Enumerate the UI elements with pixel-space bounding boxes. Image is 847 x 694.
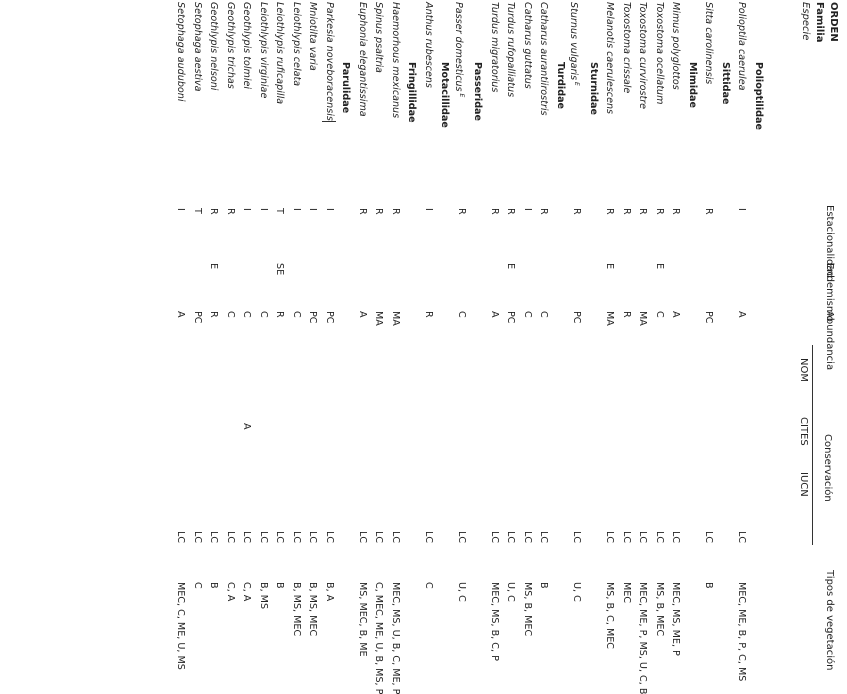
iucn-value: LC: [423, 531, 434, 544]
iucn-value: LC: [307, 531, 319, 544]
iucn-value: LC: [192, 531, 203, 544]
exotic-marker: E: [458, 91, 465, 98]
species-text: Mniotilta varia: [307, 2, 319, 71]
species-name: [487, 2, 501, 92]
species-name: [652, 2, 666, 104]
table-row: [240, 0, 254, 673]
abundancia-value: A: [670, 311, 682, 318]
exotic-marker: E: [573, 80, 581, 86]
estacionalidad-value: T: [274, 208, 286, 214]
iucn-value: LC: [225, 531, 236, 544]
vegetacion-value: C, A: [241, 582, 253, 602]
iucn-value: LC: [274, 531, 286, 544]
endemismo-value: E: [208, 263, 220, 270]
estacionalidad-value: R: [505, 208, 517, 215]
iucn-value: LC: [505, 531, 517, 544]
species-text: Turdus migratorius: [489, 2, 500, 93]
estacionalidad-value: I: [423, 208, 434, 211]
species-name: [207, 2, 221, 90]
family-row: [339, 0, 353, 673]
vegetacion-value: C, A: [225, 582, 236, 602]
vegetacion-value: C, MEC, ME, U, B, MS, P: [373, 582, 385, 694]
estacionalidad-value: R: [571, 208, 583, 215]
species-text: Toxostoma curvirostre: [637, 2, 649, 110]
iucn-value: LC: [736, 531, 748, 544]
species-text: Haemorhous mexicanus: [390, 2, 401, 119]
iucn-value: LC: [654, 531, 665, 544]
vegetacion-value: U, C: [456, 582, 467, 602]
table-row: [421, 0, 435, 673]
conservacion-rule: [812, 345, 813, 545]
iucn-value: LC: [604, 531, 616, 544]
species-name: [240, 2, 254, 89]
family-row: [405, 0, 419, 673]
header-endemismo: Endemismo: [824, 263, 835, 322]
estacionalidad-value: R: [654, 208, 665, 215]
abundancia-value: A: [357, 311, 368, 318]
table-row: [207, 0, 221, 673]
iucn-value: LC: [456, 531, 467, 544]
table-row: [636, 0, 650, 694]
header-conservacion: Conservación: [822, 434, 833, 502]
species-text: Setophaga aestiva: [192, 2, 203, 92]
iucn-value: LC: [258, 531, 269, 544]
species-name: [372, 2, 386, 73]
vegetacion-value: MEC, ME, P, MS, U, C, B: [637, 582, 649, 694]
estacionalidad-value: I: [175, 208, 187, 211]
species-text: Catharus guttatus: [522, 2, 533, 89]
iucn-value: LC: [324, 531, 335, 544]
species-name: [451, 2, 468, 97]
abundancia-value: A: [489, 311, 500, 318]
table-row: [537, 0, 551, 673]
vegetacion-value: B, MS, MEC: [291, 582, 302, 637]
abundancia-value: C: [291, 311, 302, 318]
species-name: [566, 2, 583, 86]
abundancia-value: PC: [571, 311, 583, 324]
species-text: Toxostoma crissale: [621, 2, 632, 94]
header-tipos-vegetacion: Tipos de vegetación: [824, 570, 835, 671]
estacionalidad-value: R: [357, 208, 368, 215]
abundancia-value: MA: [390, 311, 401, 326]
iucn-value: LC: [538, 531, 550, 544]
abundancia-value: R: [208, 311, 220, 318]
iucn-value: LC: [241, 531, 253, 544]
table-row: [355, 0, 369, 673]
estacionalidad-value: R: [703, 208, 715, 215]
family-row: [586, 0, 600, 673]
table-row: [520, 0, 534, 673]
iucn-value: LC: [571, 531, 583, 544]
family-name: Fringillidae: [406, 62, 418, 123]
estacionalidad-value: R: [538, 208, 550, 215]
endemismo-value: SE: [274, 263, 286, 276]
estacionalidad-value: R: [489, 208, 500, 215]
abundancia-value: C: [456, 311, 467, 318]
table-row: [174, 0, 188, 673]
iucn-value: LC: [703, 531, 715, 544]
species-name: [603, 2, 617, 114]
table-row: [306, 0, 320, 673]
vegetacion-value: B, A: [324, 582, 335, 602]
vegetacion-value: MEC, MS, ME, P: [670, 582, 682, 656]
family-name: Sturnidae: [588, 62, 599, 116]
species-name: [504, 2, 518, 97]
table-row: [487, 0, 501, 673]
species-text: Geothlypis tolmiei: [241, 2, 253, 90]
estacionalidad-value: T: [192, 208, 203, 214]
species-text: Anthus rubescens: [423, 2, 434, 88]
abundancia-value: MA: [604, 311, 616, 326]
species-text: Setophaga auduboni: [175, 2, 187, 102]
iucn-value: LC: [208, 531, 220, 544]
header-iucn: IUCN: [798, 472, 809, 497]
family-name: Polioptilidae: [753, 62, 764, 130]
vegetacion-value: MS, MEC, B, ME: [357, 582, 368, 657]
abundancia-value: R: [274, 311, 286, 318]
species-name: [174, 2, 188, 102]
iucn-value: LC: [489, 531, 500, 544]
vegetacion-value: MEC: [621, 582, 632, 604]
species-name: [322, 2, 336, 122]
table-row: [223, 0, 237, 673]
table-row: [372, 0, 386, 694]
species-text: Turdus rufopalliatus: [505, 2, 517, 98]
abundancia-value: PC: [505, 311, 517, 324]
species-text: Spinus psaltria: [373, 2, 385, 73]
species-name: [190, 2, 204, 91]
species-name: [619, 2, 633, 93]
vegetacion-value: C: [192, 582, 203, 589]
estacionalidad-value: I: [522, 208, 533, 211]
species-name: [256, 2, 270, 98]
family-name: Mimidae: [687, 62, 698, 108]
table-row: [256, 0, 270, 673]
iucn-value: LC: [390, 531, 401, 544]
iucn-value: LC: [621, 531, 632, 544]
family-name: Motacillidae: [439, 62, 451, 128]
abundancia-value: A: [175, 311, 187, 318]
table-row: [190, 0, 204, 673]
iucn-value: LC: [291, 531, 302, 544]
vegetacion-value: MS, B, MEC: [522, 582, 533, 637]
species-name: [388, 2, 402, 118]
vegetacion-value: B, MS: [258, 582, 269, 610]
family-row: [553, 0, 567, 673]
abundancia-value: PC: [324, 311, 335, 324]
table-row: [273, 0, 287, 673]
vegetacion-value: MEC, ME, B, P, C, MS: [736, 582, 748, 682]
family-row: [685, 0, 699, 673]
vegetacion-value: B: [208, 582, 220, 589]
species-name: [421, 2, 435, 88]
table-row: [504, 0, 518, 673]
species-text: Sturnus vulgaris: [568, 2, 580, 81]
table-row: [322, 0, 336, 673]
vegetacion-value: MS, B, C, MEC: [604, 582, 616, 649]
vegetacion-value: C: [423, 582, 434, 589]
abundancia-value: R: [423, 311, 434, 318]
abundancia-value: A: [736, 311, 748, 318]
family-row: [471, 0, 485, 673]
abundancia-value: C: [538, 311, 550, 318]
vegetacion-value: MEC, MS, B, C, P: [489, 582, 500, 661]
species-name: [289, 2, 303, 86]
species-name: [735, 2, 749, 91]
vegetacion-value: MEC, C, ME, U, MS: [175, 582, 187, 670]
vegetacion-value: U, C: [571, 582, 583, 602]
vegetacion-value: MS, B, MEC: [654, 582, 665, 637]
header-especie: Especie: [800, 2, 811, 41]
species-text: Catharus aurantiirostris: [538, 2, 550, 116]
table-row: [388, 0, 402, 694]
species-name: [669, 2, 683, 90]
abundancia-value: C: [522, 311, 533, 318]
vegetacion-value: B: [538, 582, 550, 589]
abundancia-value: C: [241, 311, 253, 318]
species-text: Polioptila caerulea: [736, 2, 748, 91]
header-estacionalidad: Estacionalidad: [824, 205, 835, 278]
table-row: [735, 0, 749, 682]
species-name: [537, 2, 551, 116]
iucn-value: LC: [637, 531, 649, 544]
vegetacion-value: U, C: [505, 582, 517, 602]
abundancia-value: R: [621, 311, 632, 318]
estacionalidad-value: I: [291, 208, 302, 211]
abundancia-value: PC: [703, 311, 715, 324]
species-text: Leiothlypis celata: [291, 2, 302, 87]
estacionalidad-value: R: [670, 208, 682, 215]
table-row: [619, 0, 633, 673]
species-name: [636, 2, 650, 109]
species-text: Mimus polyglottos: [670, 2, 682, 90]
abundancia-value: C: [654, 311, 665, 318]
iucn-value: LC: [522, 531, 533, 544]
vegetacion-value: MEC, MS, U, B, C, ME, P: [390, 582, 401, 694]
vegetacion-value: B, MS, MEC: [307, 582, 319, 637]
species-name: [520, 2, 534, 89]
family-name: Passeridae: [472, 62, 484, 122]
species-text: Passer domesticus: [452, 2, 464, 92]
table-row: [570, 0, 584, 673]
table-row: [603, 0, 617, 673]
header-orden: ORDEN: [828, 2, 839, 42]
iucn-value: LC: [373, 531, 385, 544]
species-text: Euphonia elegantissima: [357, 2, 368, 117]
species-text: Leiothlypis ruficapilla: [274, 2, 286, 105]
estacionalidad-value: R: [225, 208, 236, 215]
abundancia-value: MA: [637, 311, 649, 326]
species-text: Geothlypis nelsoni: [208, 2, 220, 91]
abundancia-value: C: [225, 311, 236, 318]
species-name: [306, 2, 320, 71]
species-text: Leiothlypis virginiae: [258, 2, 269, 99]
species-name: [355, 2, 369, 117]
family-row: [718, 0, 732, 673]
estacionalidad-value: I: [307, 208, 319, 211]
family-row: [438, 0, 452, 673]
iucn-value: LC: [175, 531, 187, 544]
species-text: Melanotis caerulescens: [604, 2, 616, 115]
species-text: Sitta carolinensis: [703, 2, 715, 85]
family-name: Sittidae: [720, 62, 731, 105]
header-abundancia: Abundancia: [824, 311, 835, 371]
abundancia-value: PC: [192, 311, 203, 324]
estacionalidad-value: R: [208, 208, 220, 215]
estacionalidad-value: I: [324, 208, 335, 211]
vegetacion-value: B: [274, 582, 286, 589]
table-row: [702, 0, 716, 673]
species-name: [273, 2, 287, 104]
species-text: Geothlypis trichas: [225, 2, 236, 89]
species-name: [223, 2, 237, 89]
estacionalidad-value: R: [621, 208, 632, 215]
species-text: Toxostoma ocellatum: [654, 2, 665, 105]
table-row: [289, 0, 303, 673]
estacionalidad-value: R: [604, 208, 616, 215]
endemismo-value: E: [505, 263, 517, 270]
family-name: Parulidae: [340, 62, 352, 114]
estacionalidad-value: I: [258, 208, 269, 211]
estacionalidad-value: R: [373, 208, 385, 215]
vegetacion-value: B: [703, 582, 715, 589]
estacionalidad-value: R: [456, 208, 467, 215]
iucn-value: LC: [357, 531, 368, 544]
header-familia: Familia: [814, 2, 825, 43]
abundancia-value: PC: [307, 311, 319, 324]
estacionalidad-value: I: [241, 208, 253, 211]
header-nom: NOM: [798, 358, 809, 382]
estacionalidad-value: R: [637, 208, 649, 215]
estacionalidad-value: I: [736, 208, 748, 211]
species-name: [702, 2, 716, 84]
endemismo-value: E: [604, 263, 616, 270]
endemismo-value: E: [654, 263, 665, 270]
abundancia-value: C: [258, 311, 269, 318]
table-row: [669, 0, 683, 673]
species-text: Parkesia noveboracensis: [324, 2, 335, 121]
abundancia-value: MA: [373, 311, 385, 326]
iucn-value: LC: [670, 531, 682, 544]
estacionalidad-value: R: [390, 208, 401, 215]
nom-value: A: [241, 423, 253, 430]
header-cites: CITES: [798, 417, 809, 446]
table-row: [454, 0, 468, 673]
family-row: [751, 0, 765, 673]
family-name: Turdidae: [555, 62, 566, 110]
table-row: [652, 0, 666, 673]
